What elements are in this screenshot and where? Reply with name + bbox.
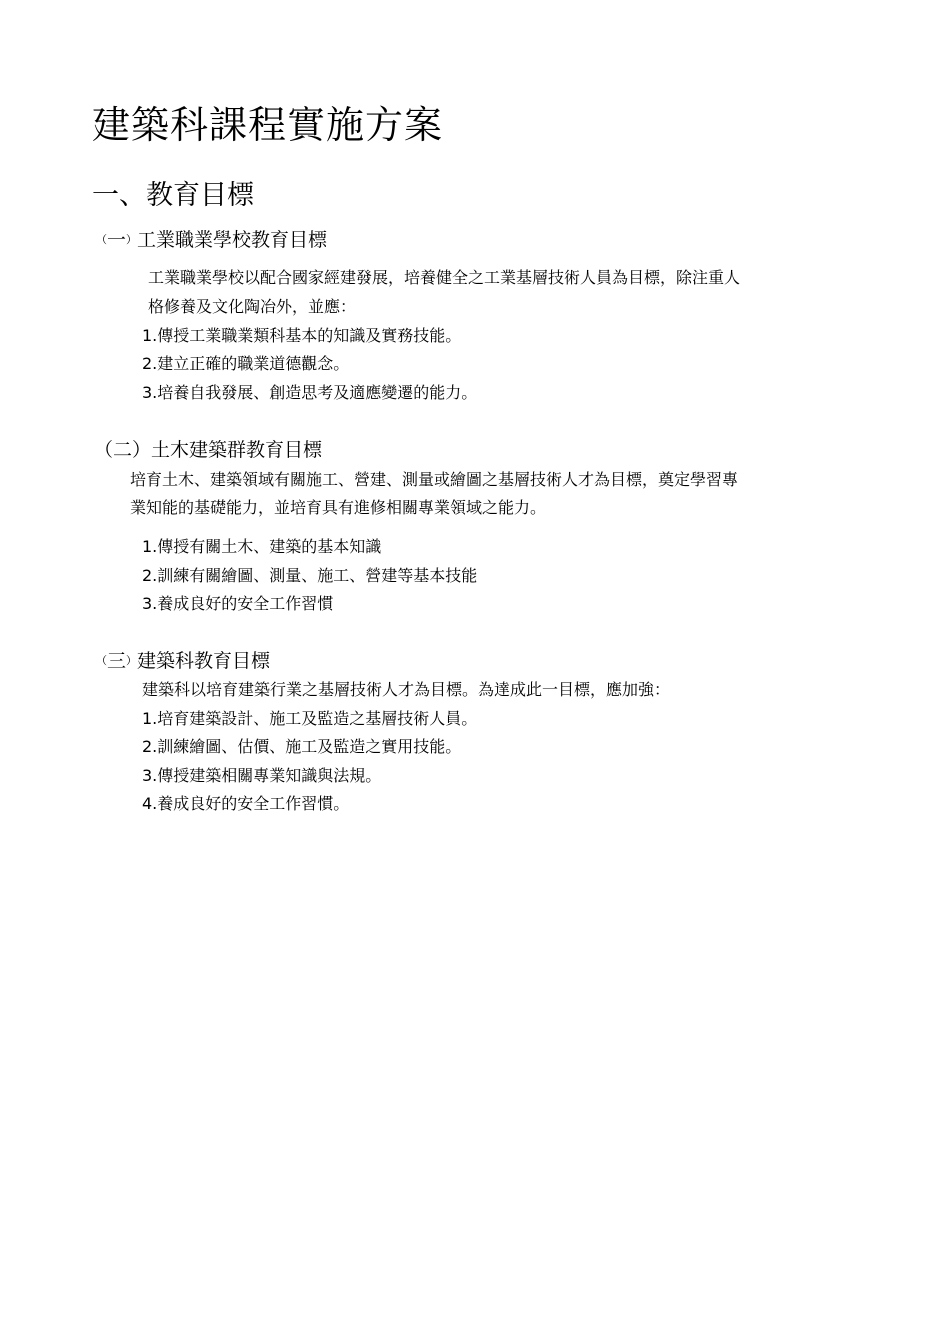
list-item: 2.訓練繪圖、估價、施工及監造之實用技能。 [142, 737, 462, 756]
subsection-heading-3 [96, 652, 270, 671]
subsection-2-paragraph-line-1: 培育土木、建築領域有關施工、營建、測量或繪圖之基層技術人才為目標，奠定學習專 [130, 470, 739, 489]
subsection-3-title: 建築科教育目標 [137, 650, 271, 672]
list-item: 1.傳授工業職業類科基本的知識及實務技能。 [142, 326, 462, 345]
subsection-3-number: 三 [107, 650, 127, 672]
list-item: 3.傳授建築相關專業知識與法規。 [142, 766, 382, 785]
subsection-1-close-paren: ） [126, 233, 138, 246]
subsection-1-title: 工業職業學校教育目標 [137, 229, 328, 251]
list-item: 2.訓練有關繪圖、測量、施工、營建等基本技能 [142, 566, 478, 585]
subsection-3-paragraph-line-1: 建築科以培育建築行業之基層技術人才為目標。為達成此一目標，應加強： [142, 680, 671, 699]
subsection-1-number: 一 [107, 229, 127, 251]
list-item: 3.養成良好的安全工作習慣 [142, 594, 334, 613]
subsection-heading-1 [96, 231, 327, 250]
subsection-1-paragraph-line-1: 工業職業學校以配合國家經建發展，培養健全之工業基層技術人員為目標，除注重人 [148, 268, 741, 287]
list-item: 1.培育建築設計、施工及監造之基層技術人員。 [142, 709, 478, 728]
subsection-3-close-paren: ） [126, 654, 138, 667]
section-heading-education-goals: 一、教育目標 [92, 180, 254, 211]
list-item: 4.養成良好的安全工作習慣。 [142, 794, 350, 813]
subsection-3-open-paren: （ [96, 654, 107, 667]
subsection-1-open-paren: （ [96, 233, 107, 246]
subsection-1-paragraph-line-2: 格修養及文化陶冶外，並應： [148, 297, 357, 316]
list-item: 2.建立正確的職業道德觀念。 [142, 354, 350, 373]
list-item: 1.傳授有關土木、建築的基本知識 [142, 537, 382, 556]
document-title: 建築科課程實施方案 [92, 103, 444, 147]
subsection-2-paragraph-line-2: 業知能的基礎能力，並培育具有進修相關專業領域之能力。 [130, 498, 547, 517]
subsection-heading-2: （二）土木建築群教育目標 [94, 439, 323, 461]
list-item: 3.培養自我發展、創造思考及適應變遷的能力。 [142, 383, 478, 402]
